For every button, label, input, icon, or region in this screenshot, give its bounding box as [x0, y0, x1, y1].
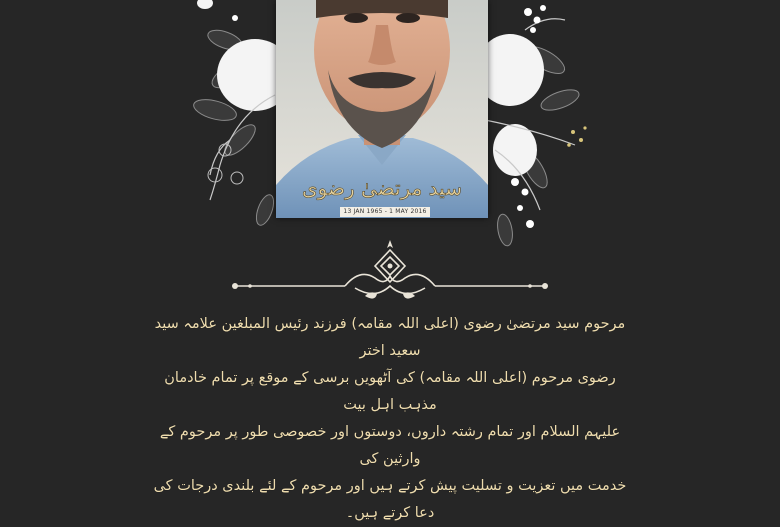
ornamental-divider	[225, 238, 555, 302]
message-line: رضوی مرحوم (اعلی اللہ مقامہ) کی آٹھویں برسی کے موقع پر تمام خادمان مذہب اہل بیت	[164, 370, 616, 413]
name-calligraphy-text: سید مرتضیٰ رضوی	[302, 176, 462, 200]
message-line: دعا کرتے ہیں۔	[345, 505, 435, 521]
message-line: مرحوم سید مرتضیٰ رضوی (اعلی اللہ مقامہ) فرزند رئیس المبلغین علامہ سید سعید اختر	[154, 316, 626, 359]
condolence-message	[150, 311, 630, 521]
name-calligraphy	[276, 168, 488, 208]
life-dates: 13 JAN 1965 - 1 MAY 2016	[340, 207, 430, 217]
message-line: علیہم السلام اور تمام رشتہ داروں، دوستوں اور خصوصی طور پر مرحوم کے وارثین کی	[159, 424, 621, 467]
message-line: خدمت میں تعزیت و تسلیت پیش کرتے ہیں اور مرحوم کے لئے بلندی درجات کی	[153, 478, 627, 494]
